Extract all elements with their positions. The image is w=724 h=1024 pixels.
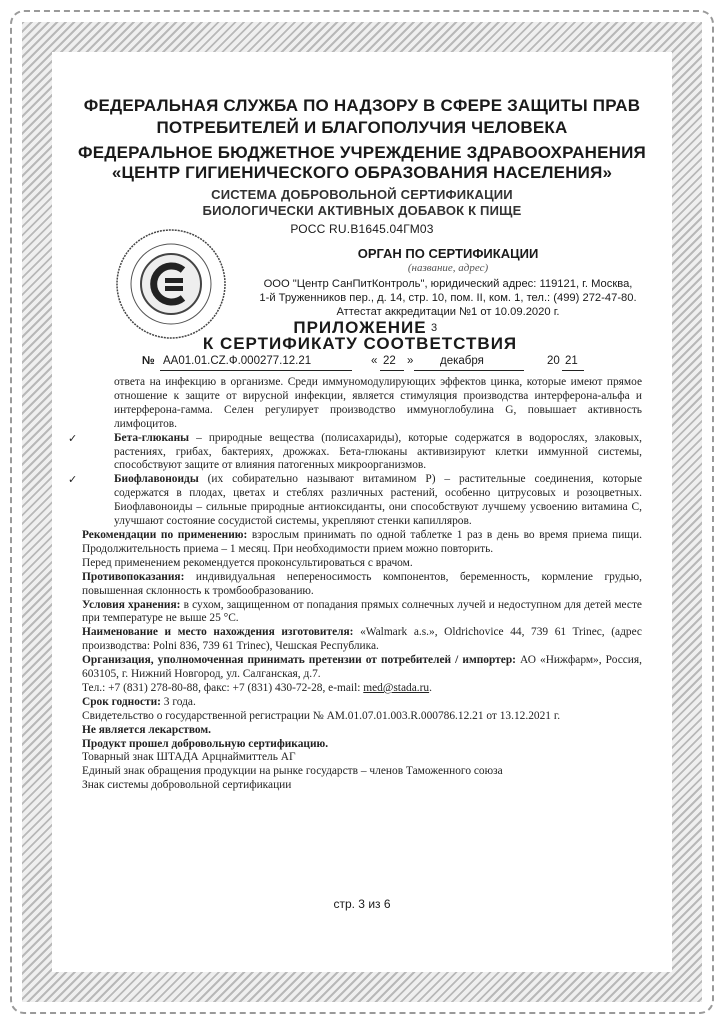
cert-body-address-2: 1-й Труженников пер., д. 14, стр. 10, пом. II, ком. 1, тел.: (499) 272-47-80. [259, 292, 637, 304]
annex-body-text [68, 376, 643, 793]
year-suffix: 21 [565, 355, 578, 367]
cert-day: 22 [383, 355, 396, 367]
checkmark-icon: ✓ [68, 473, 78, 487]
annex-page-number: 3 [431, 322, 438, 334]
paragraph-bioflavonoids [68, 473, 642, 529]
paragraph-manufacturer [82, 626, 642, 654]
header-line-3: ФЕДЕРАЛЬНОЕ БЮДЖЕТНОЕ УЧРЕЖДЕНИЕ ЗДРАВООХРАНЕНИЯ [78, 143, 646, 162]
year-underline [562, 370, 584, 371]
paragraph-claims-importer [82, 654, 642, 682]
paragraph-contraindications [82, 571, 642, 599]
cert-body-address-1: ООО "Центр СанПитКонтроль", юридический адрес: 119121, г. Москва, [263, 278, 633, 290]
paragraph-system-mark: Знак системы добровольной сертификации [82, 779, 292, 792]
header-line-2: ПОТРЕБИТЕЛЕЙ И БЛАГОПОЛУЧИЯ ЧЕЛОВЕКА [156, 118, 568, 137]
paragraph-not-drug: Не является лекарством. [82, 723, 212, 736]
header-line-4: «ЦЕНТР ГИГИЕНИЧЕСКОГО ОБРАЗОВАНИЯ НАСЕЛЕНИЯ» [111, 163, 613, 182]
page-number: стр. 3 из 6 [333, 897, 391, 911]
paragraph-contacts [82, 682, 642, 696]
shelf-life-text: 3 года. [160, 695, 196, 708]
cert-number: АА01.01.CZ.Ф.000277.12.21 [163, 355, 312, 367]
paragraph-zinc-selenium: ответа на инфекцию в организме. Среди иммуномодулирующих эффектов цинка, которые имеют прямое отношение к защите от вирусной инфекции, является стимуляция производства интерферона-альфа и интерферона-гамма. Селен регулирует производство иммуноглобулина G, повышает активность лимфоцитов. [114, 376, 642, 430]
system-line-1: СИСТЕМА ДОБРОВОЛЬНОЙ СЕРТИФИКАЦИИ [211, 187, 513, 202]
paragraph-registration: Свидетельство о государственной регистрации № АМ.01.07.01.003.R.000786.12.21 от 13.12.2021 г. [82, 709, 561, 722]
claims-text: АО «Нижфарм», Россия, 603105, г. Нижний Новгород, ул. Салганская, д.7. [82, 654, 642, 681]
cert-body-accreditation: Аттестат аккредитации №1 от 10.09.2020 г. [336, 306, 560, 318]
cert-body-subtitle: (название, адрес) [407, 262, 489, 274]
cert-number-label: № [142, 355, 155, 367]
storage-label: Условия хранения: [82, 598, 181, 611]
claims-label: Организация, уполномоченная принимать претензии от потребителей / импортер: [82, 654, 516, 667]
registration-number: РОСС RU.B1645.04ГМ03 [290, 222, 434, 236]
paragraph-trademark: Товарный знак ШТАДА Арцнаймиттель АГ [82, 751, 296, 764]
bioflavonoids-text: (их собирательно называют витамином Р) – растительные соединения, которые содержатся в плодах, цветах и стеблях различных растений, особенно цитрусовых и розоцветных. Биофлавоноиды – сильные природные антиоксиданты, они способствуют лучшему усвоению витамина С, улучшают состояние сосудистой системы, укрепляют стенки капилляров. [114, 473, 642, 528]
paragraph-eac-mark: Единый знак обращения продукции на рынке государств – членов Таможенного союза [82, 765, 503, 778]
shelf-life-label: Срок годности: [82, 695, 161, 708]
paragraph-consult-doctor: Перед применением рекомендуется проконсультироваться с врачом. [82, 556, 413, 569]
annex-title: ПРИЛОЖЕНИЕ [293, 318, 427, 337]
beta-glucans-label: Бета-глюканы [114, 431, 190, 444]
paragraph-voluntary-cert: Продукт прошел добровольную сертификацию. [82, 737, 329, 750]
day-underline [380, 370, 404, 371]
recommendations-text: взрослым принимать по одной таблетке 1 раз в день во время приема пищи. Продолжительность приема – 1 месяц. При необходимости прием можно повторить. [82, 528, 643, 555]
phone-fax: Тел.: +7 (831) 278-80-88, факс: +7 (831) 430-72-28, e-mail: [82, 681, 364, 694]
cert-number-underline [160, 370, 352, 371]
date-quote-close: » [407, 355, 414, 367]
contraindications-text: индивидуальная непереносимость компонентов, беременность, кормление грудью, повышенная склонность к тромбообразованию. [82, 570, 642, 597]
cert-month: декабря [440, 355, 484, 367]
system-line-2: БИОЛОГИЧЕСКИ АКТИВНЫХ ДОБАВОК К ПИЩЕ [202, 203, 522, 218]
paragraph-recommendations [82, 529, 642, 557]
paragraph-shelf-life [82, 696, 642, 710]
beta-glucans-text: – природные вещества (полисахариды), которые содержатся в водорослях, злаковых, растениях, грибах, бактериях, дрожжах. Бета-глюканы активизируют клетки иммунной системы, способствуют защите от влияния патогенных микроорганизмов. [114, 431, 642, 472]
paragraph-storage [82, 599, 642, 627]
email-link[interactable]: med@stada.ru [363, 681, 430, 694]
storage-text: в сухом, защищенном от попадания прямых солнечных лучей и недоступном для детей месте при температуре не выше 25 °С. [82, 598, 642, 625]
paragraph-beta-glucans [68, 431, 642, 474]
checkmark-icon: ✓ [68, 431, 78, 445]
manufacturer-label: Наименование и место нахождения изготовителя: [82, 626, 354, 639]
month-underline [414, 370, 524, 371]
year-prefix: 20 [547, 355, 560, 367]
contraindications-label: Противопоказания: [82, 570, 185, 583]
recommendations-label: Рекомендации по применению: [82, 528, 248, 541]
bioflavonoids-label: Биофлавоноиды [114, 473, 199, 486]
date-quote-open: « [371, 355, 378, 367]
contacts-end: . [429, 681, 432, 694]
cert-body-title: ОРГАН ПО СЕРТИФИКАЦИИ [357, 246, 539, 261]
annex-subtitle: К СЕРТИФИКАТУ СООТВЕТСТВИЯ [202, 334, 518, 353]
header-line-1: ФЕДЕРАЛЬНАЯ СЛУЖБА ПО НАДЗОРУ В СФЕРЕ ЗАЩИТЫ ПРАВ [83, 96, 641, 115]
manufacturer-text: «Walmark a.s.», Oldrichovice 44, 739 61 Trinec, (адрес производства: Polni 836, 739 61 Trinec), Чешская Республика. [82, 626, 642, 653]
